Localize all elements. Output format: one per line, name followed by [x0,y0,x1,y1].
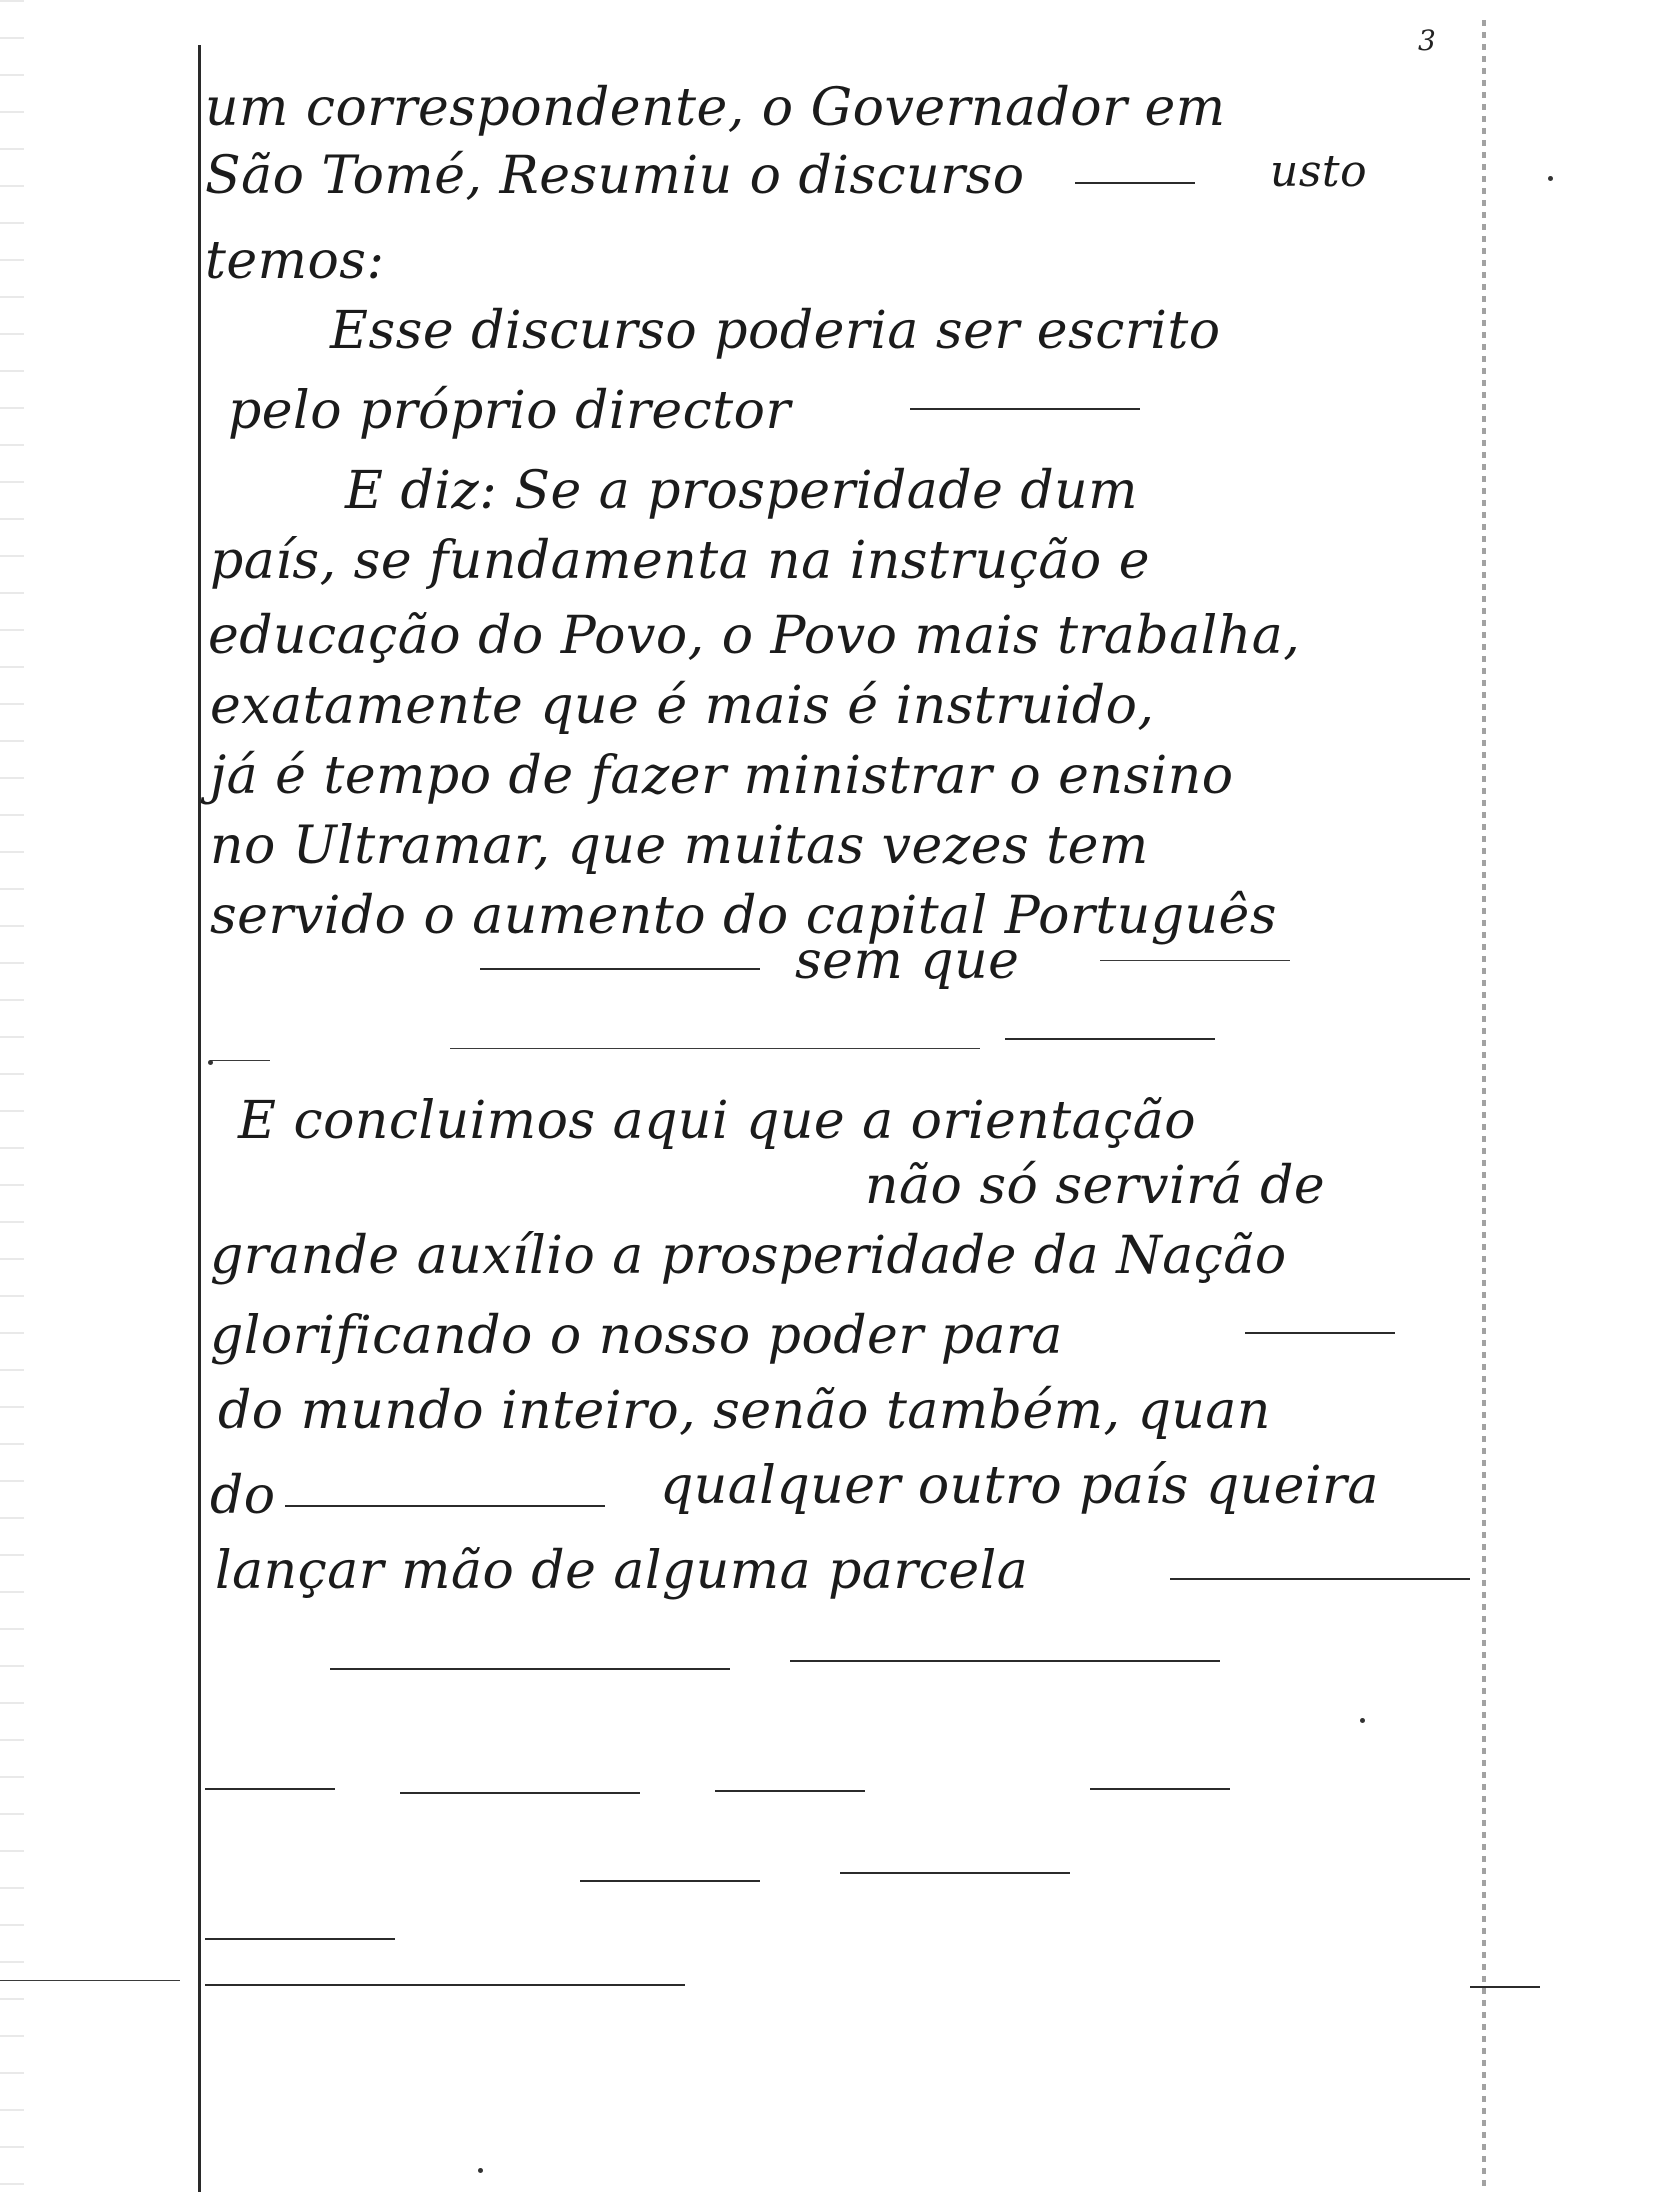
text-line-11: já é tempo de fazer ministrar o ensino [210,746,1234,806]
blank-rule [205,1938,395,1940]
blank-rule [580,1880,760,1882]
blank-rule [840,1872,1070,1874]
ink-speck [1360,1718,1365,1723]
text-line-9: educação do Povo, o Povo mais trabalha, [208,606,1301,666]
blank-rule [285,1505,605,1507]
blank-rule [210,1060,270,1061]
text-line-6: pelo próprio director [228,381,791,441]
blank-rule [715,1790,865,1792]
blank-rule [1170,1578,1470,1580]
text-line-7: E diz: Se a prosperidade dum [345,461,1138,521]
text-line-18: glorificando o nosso poder para [210,1306,1063,1366]
text-line-21: qualquer outro país queira [660,1456,1379,1516]
blank-rule [480,968,760,970]
text-line-5: Esse discurso poderia ser escrito [330,301,1221,361]
blank-rule [1470,1986,1540,1988]
blank-rule [790,1660,1220,1662]
scan-edge-noise [0,0,24,2192]
page-number: 3 [1418,24,1436,57]
text-line-4: temos: [205,231,385,291]
text-line-13: servido o aumento do capital Português [210,886,1277,946]
text-line-14: sem que [795,931,1020,991]
text-line-15: E concluimos aqui que a orientação [238,1091,1197,1151]
text-line-22: lançar mão de alguma parcela [215,1541,1029,1601]
blank-rule [1100,960,1290,961]
ink-speck [478,2168,483,2173]
text-line-1: um correspondente, o Governador em [205,78,1226,138]
margin-line [198,45,201,2192]
text-line-16: não só servirá de [865,1156,1326,1216]
ink-speck [1548,176,1553,181]
text-line-2: São Tomé, Resumiu o discurso [205,146,1025,206]
page-right-edge [1482,20,1486,2192]
blank-rule [450,1048,980,1049]
blank-rule [205,1984,685,1986]
text-line-19: do mundo inteiro, senão também, quan [218,1381,1271,1441]
ink-speck [208,1060,213,1065]
text-line-8: país, se fundamenta na instrução e [210,531,1150,591]
text-line-12: no Ultramar, que muitas vezes tem [210,816,1149,876]
blank-rule [205,1788,335,1790]
text-line-20: do [210,1466,276,1526]
blank-rule [0,1980,180,1981]
text-line-3: usto [1270,146,1368,197]
blank-rule [400,1792,640,1794]
blank-rule [1075,182,1195,184]
blank-rule [1005,1038,1215,1040]
blank-rule [910,408,1140,410]
text-line-10: exatamente que é mais é instruido, [210,676,1155,736]
blank-rule [330,1668,730,1670]
blank-rule [1090,1788,1230,1790]
blank-rule [1245,1332,1395,1334]
text-line-17: grande auxílio a prosperidade da Nação [210,1226,1287,1286]
